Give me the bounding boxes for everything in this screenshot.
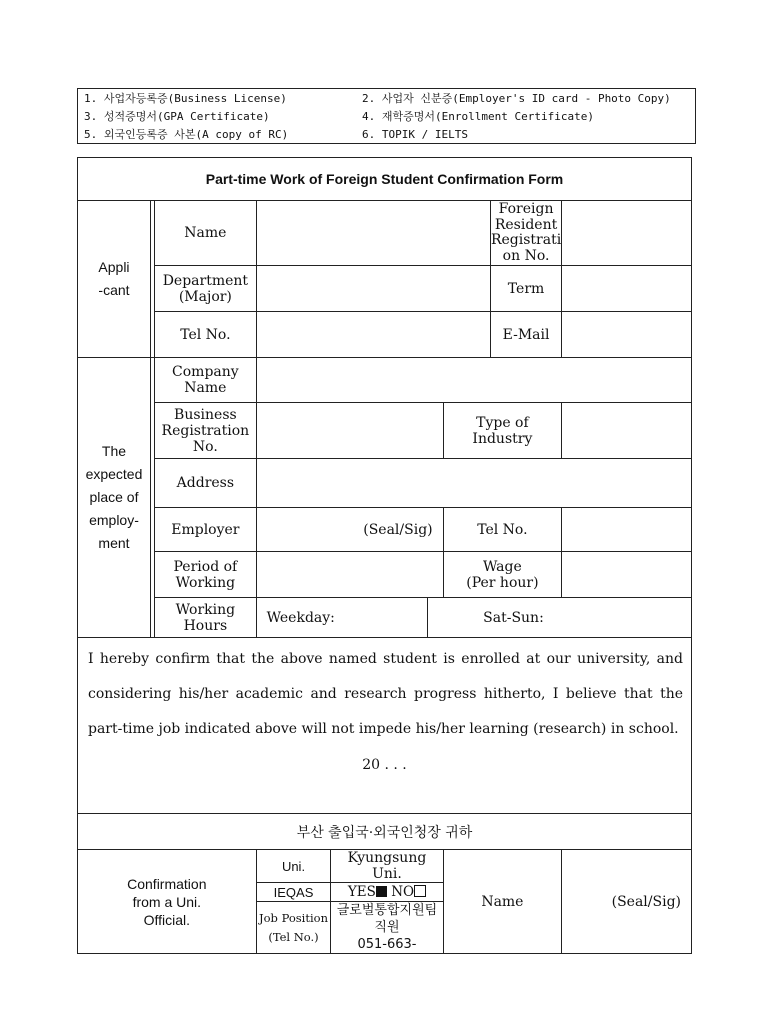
employer-tel-label: Tel No. <box>443 508 562 552</box>
job-position-label: Job Position (Tel No.) <box>256 902 331 954</box>
statement-box <box>78 638 692 814</box>
ieqas-status: YES NO <box>331 883 443 902</box>
ieqas-label: IEQAS <box>256 883 331 902</box>
department-field[interactable] <box>256 266 490 312</box>
doc-item: 5. 외국인등록증 사본(A copy of RC) <box>84 128 289 141</box>
name-field[interactable] <box>256 201 490 266</box>
date-field[interactable]: 20 . . . <box>362 757 407 773</box>
required-documents-box <box>77 88 696 144</box>
employer-label: Employer <box>155 508 257 552</box>
doc-item: 6. TOPIK / IELTS <box>362 127 468 141</box>
checkbox-checked-icon[interactable] <box>376 886 387 897</box>
employment-section-label: The expected place of employ- ment <box>78 358 151 638</box>
period-field[interactable] <box>256 552 443 598</box>
term-label: Term <box>490 266 561 312</box>
official-seal-field[interactable]: (Seal/Sig) <box>562 850 692 954</box>
industry-type-field[interactable] <box>562 403 692 459</box>
address-label: Address <box>155 459 257 508</box>
doc-item: 2. 사업자 신분증(Employer's ID card - Photo Copy) <box>362 92 671 105</box>
doc-item: 1. 사업자등록증(Business License) <box>84 92 287 105</box>
sat-sun-field[interactable]: Sat-Sun: <box>428 598 692 638</box>
applicant-section-label: Appli -cant <box>78 201 151 358</box>
doc-item: 4. 재학증명서(Enrollment Certificate) <box>362 110 594 123</box>
arc-number-label: Foreign Resident Registrati on No. <box>490 201 562 264</box>
applicant-tel-label: Tel No. <box>155 312 257 358</box>
job-position-value: 글로벌통합지원팀 직원 051-663- <box>331 902 443 954</box>
doc-item: 3. 성적증명서(GPA Certificate) <box>84 110 270 123</box>
business-registration-field[interactable] <box>256 403 443 459</box>
wage-label: Wage (Per hour) <box>443 552 562 598</box>
employer-seal-field[interactable]: (Seal/Sig) <box>256 508 443 552</box>
email-field[interactable] <box>562 312 692 358</box>
industry-type-label: Type of Industry <box>443 403 562 459</box>
working-hours-label: Working Hours <box>155 598 257 638</box>
form-title: Part-time Work of Foreign Student Confirmation Form <box>78 158 692 201</box>
department-label: Department (Major) <box>155 266 257 312</box>
term-field[interactable] <box>562 266 692 312</box>
statement-text: I hereby confirm that the above named student is enrolled at our university, and considering his/her academic and research progress hitherto, I believe that the part-time job indicated above will not impede his/her learning (research) in school. <box>88 651 683 737</box>
addressee: 부산 출입국·외국인청장 귀하 <box>78 814 692 850</box>
weekday-field[interactable]: Weekday: <box>256 598 428 638</box>
company-name-label: Company Name <box>155 358 257 403</box>
checkbox-empty-icon[interactable] <box>414 885 426 897</box>
name-label: Name <box>155 201 257 266</box>
uni-label: Uni. <box>256 850 331 883</box>
uni-value: Kyungsung Uni. <box>331 850 443 883</box>
wage-field[interactable] <box>562 552 692 598</box>
period-label: Period of Working <box>155 552 257 598</box>
official-name-label: Name <box>443 850 562 954</box>
confirmation-form <box>77 157 692 954</box>
company-name-field[interactable] <box>256 358 691 403</box>
confirmation-section-label: Confirmation from a Uni. Official. <box>78 850 257 954</box>
employer-tel-field[interactable] <box>562 508 692 552</box>
business-registration-label: Business Registration No. <box>155 403 257 459</box>
applicant-tel-field[interactable] <box>256 312 490 358</box>
email-label: E-Mail <box>490 312 561 358</box>
arc-number-field[interactable] <box>562 201 692 266</box>
address-field[interactable] <box>256 459 691 508</box>
